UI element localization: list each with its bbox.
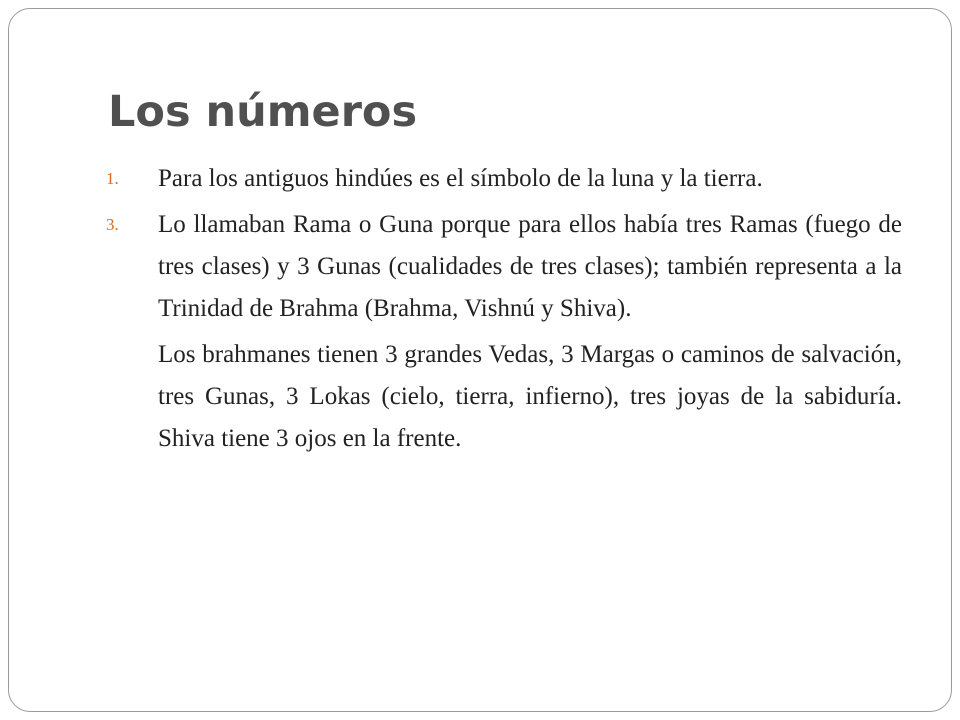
list-item [106,204,902,330]
list-item-number: 1. [106,169,119,188]
list-item-text: Para los antiguos hindúes es el símbolo de la luna y la tierra. [158,165,763,192]
list-item-text: Lo llamaban Rama o Guna porque para ellos había tres Ramas (fuego de tres clases) y 3 Gunas (cualidades de tres clases); también representa a la Trinidad de Brahma (Brahma, Vishnú y Shiva). [158,211,902,322]
slide-title: Los números [108,87,418,137]
slide-body [106,158,902,460]
list-item [106,158,902,200]
continuation-paragraph: Los brahmanes tienen 3 grandes Vedas, 3 Margas o caminos de salvación, tres Gunas, 3 Lokas (cielo, tierra, infierno), tres joyas de la sabiduría. Shiva tiene 3 ojos en la frente. [158,341,902,452]
list-item-number: 3. [106,215,119,234]
